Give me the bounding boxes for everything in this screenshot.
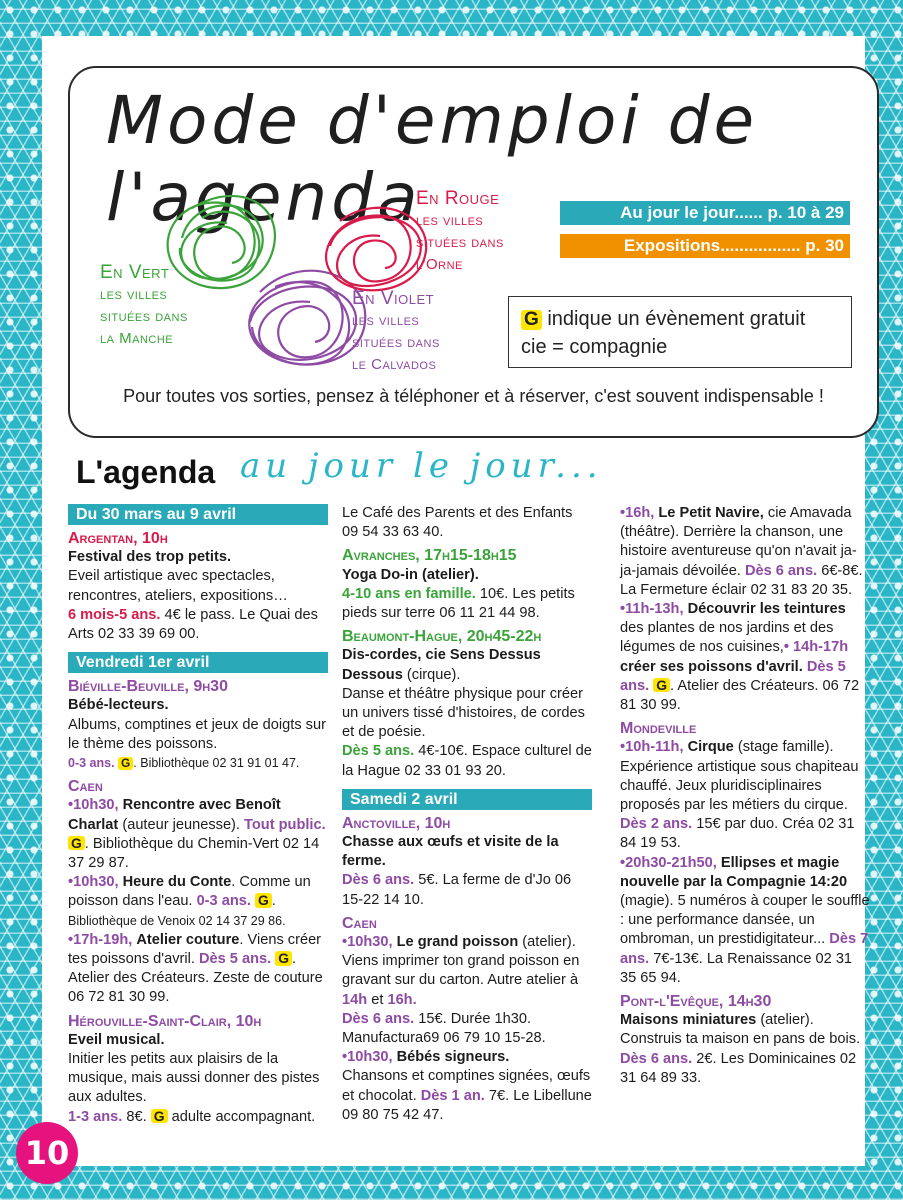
event-age: Dès 6 ans. — [342, 872, 415, 889]
gratuit-text: indique un évènement gratuit — [547, 308, 806, 330]
event-heading — [342, 646, 592, 684]
legend-violet-line1: En Violet — [352, 288, 435, 309]
event-info — [342, 1067, 592, 1125]
event-title: créer ses poissons d'avril. — [620, 658, 803, 675]
agenda-column-1 — [68, 504, 328, 1127]
event-title: Découvrir les teintures — [687, 601, 846, 618]
event-ellipses — [620, 854, 870, 988]
city-anctoville: Anctoville, 10h — [342, 814, 451, 832]
event-tail: 4€ le pass. Le Quai des Arts 02 33 39 69 00. — [68, 606, 318, 643]
event-time: 16h. — [387, 991, 417, 1008]
event-time: •20h30-21h50, — [620, 854, 717, 871]
date-bar: Vendredi 1er avril — [68, 652, 328, 673]
event-tail: 10€. Les petits pieds sur terre 06 11 21 44 98. — [342, 585, 575, 622]
city-pont-l-eveque: Pont-l'Evêque, 14h30 — [620, 993, 772, 1011]
event-title: Le grand poisson — [396, 934, 519, 951]
event-tail: 5€. La ferme de d'Jo 06 15-22 14 10. — [342, 872, 572, 908]
city-beaumont-hague: Beaumont-Hague, 20h45-22h — [342, 628, 542, 646]
event-caen-1 — [68, 796, 328, 873]
gratuit-badge: G — [653, 678, 670, 693]
event-time: •17h-19h, — [68, 931, 133, 948]
legend-red-line3: situées dans — [416, 234, 504, 251]
event-age: Dès 6 ans. — [342, 1010, 415, 1027]
legend-green-line4: la Manche — [100, 330, 174, 347]
event-time: •10h30, — [342, 934, 393, 951]
event-desc: (atelier). Viens imprimer ton grand poisson en gravant sur du carton. Autre atelier à — [342, 934, 580, 989]
event-title: Yoga Do-in (atelier). — [342, 566, 479, 583]
city-argentan: Argentan, 10h — [68, 530, 168, 547]
event-desc: et — [371, 991, 384, 1008]
event-cirque — [620, 738, 870, 853]
city-herouville: Hérouville-Saint-Clair, 10h — [68, 1012, 262, 1030]
gratuit-badge: G — [275, 951, 292, 966]
event-info — [620, 1050, 870, 1088]
event-title: Cirque — [687, 739, 734, 756]
event-tail: 6€-8€. La Fermeture éclair 02 31 83 20 35. — [620, 562, 863, 598]
event-time: •10h30, — [68, 874, 119, 891]
event-tail: . Atelier des Créateurs. Zeste de couture 06 72 81 30 99. — [68, 951, 323, 1006]
event-title: Rencontre avec Benoît Charlat — [68, 797, 281, 833]
event-title: Heure du Conte — [122, 874, 232, 891]
event-age: Dès 5 ans. — [342, 743, 415, 760]
event-title: Chasse aux œufs et visite de la ferme. — [342, 834, 559, 870]
event-info — [68, 606, 328, 644]
event-desc: Eveil artistique avec spectacles, rencontres, ateliers, expositions… — [68, 568, 288, 604]
event-desc: des plantes de nos jardins et des légumes de nos cuisines, — [620, 620, 834, 656]
event-info — [342, 871, 592, 909]
event-info — [68, 1108, 328, 1127]
event-heading — [620, 1011, 870, 1030]
pill-expositions: Expositions................. p. 30 — [560, 234, 850, 258]
event-tail: 8€. — [126, 1108, 147, 1125]
event-tail: 7€. Le Libellune 09 80 75 42 47. — [342, 1087, 592, 1123]
event-age: Dès 1 an. — [420, 1087, 485, 1104]
event-age: 0-3 ans. — [68, 756, 115, 771]
event-desc: (auteur jeunesse). — [122, 816, 240, 833]
date-bar: Samedi 2 avril — [342, 789, 592, 810]
agenda-column-2 — [342, 504, 592, 1125]
instructions-box — [68, 66, 879, 438]
legend-red — [416, 188, 504, 276]
legend-green-line3: situées dans — [100, 308, 188, 325]
agenda-heading: L'agenda — [76, 454, 216, 490]
city-mondeville: Mondeville — [620, 720, 697, 738]
page — [42, 36, 870, 1166]
event-time: •11h-13h, — [620, 601, 684, 618]
event-age: Dès 5 ans. — [198, 951, 272, 968]
pill-au-jour-le-jour: Au jour le jour...... p. 10 à 29 — [560, 201, 850, 225]
event-info — [68, 754, 328, 773]
event-title: Maisons miniatures — [620, 1012, 757, 1029]
date-bar: Du 30 mars au 9 avril — [68, 504, 328, 525]
event-age: Dès 2 ans. — [620, 816, 693, 833]
gratuit-badge: G — [521, 310, 542, 330]
legend-red-line2: les villes — [416, 212, 484, 229]
event-age: 1-3 ans. — [68, 1108, 123, 1125]
cie-text: cie = compagnie — [521, 336, 668, 358]
event-tail: Bibliothèque de Venoix 02 14 37 29 86. — [68, 913, 286, 928]
event-time: • 14h-17h — [783, 639, 849, 656]
legend-violet-line4: le Calvados — [352, 356, 437, 373]
event-desc: Albums, comptines et jeux de doigts sur le thème des poissons. — [68, 716, 326, 752]
legend-green-line2: les villes — [100, 286, 168, 303]
event-age: Tout public. — [244, 816, 326, 833]
event-tail: 2€. Les Dominicaines 02 31 64 89 33. — [620, 1050, 857, 1086]
event-desc: cie Amavada (théâtre). Derrière la chanson, une histoire aventureuse qu'on n'avait ja-ja-jamais dévoilée. — [620, 505, 857, 579]
event-time: •10h30, — [342, 1049, 393, 1066]
reservation-note: Pour toutes vos sorties, pensez à téléphoner et à réserver, c'est souvent indispensable ! — [123, 386, 824, 406]
gratuit-badge: G — [151, 1109, 168, 1124]
legend-violet — [352, 288, 440, 376]
event-desc: Chansons et comptines signées, œufs et chocolat. — [342, 1068, 591, 1104]
event-age: Dès 7 ans. — [620, 931, 869, 967]
city-avranches: Avranches, 17h15-18h15 — [342, 547, 517, 565]
event-title: Bébé-lecteurs. — [68, 697, 169, 714]
event-age: Dès 6 ans. — [744, 562, 818, 579]
legend-green — [100, 262, 188, 350]
event-tail: adulte accompagnant. — [171, 1108, 316, 1125]
event-desc: Construis ta maison en pans de bois. — [620, 1031, 861, 1048]
event-continued: Le Café des Parents et des Enfants 09 54 33 63 40. — [342, 505, 573, 541]
event-title: Ellipses et magie nouvelle par la Compagnie 14:20 — [620, 854, 848, 890]
event-teintures — [620, 600, 870, 715]
event-caen-3 — [68, 931, 328, 1008]
legend-green-line1: En Vert — [100, 262, 170, 283]
event-kind: (cirque). — [406, 666, 461, 683]
event-tail: . Bibliothèque 02 31 91 01 47. — [133, 756, 300, 771]
event-age: Dès 6 ans. — [620, 1050, 693, 1067]
event-age: 6 mois-5 ans. — [68, 606, 161, 623]
event-tail: . Atelier des Créateurs. 06 72 81 30 99. — [620, 677, 860, 714]
agenda-column-3 — [620, 504, 870, 1088]
event-time: 14h — [342, 991, 368, 1008]
event-desc: Initier les petits aux plaisirs de la musique, mais aussi donner des pistes aux adultes. — [68, 1051, 320, 1106]
event-caen-2: •10h30, Heure du Conte. Comme un poisson dans l'eau. 0-3 ans. G . Bibliothèque de Venoix 02 14 37 29 86. — [68, 874, 311, 928]
city-caen: Caen — [68, 778, 103, 796]
event-desc: (stage famille). Expérience artistique sous chapiteau chauffé. Jeux pluridisciplinaires proposés par les métiers du cirque. — [620, 739, 859, 814]
city-bieville: Biéville-Beuville, 9h30 — [68, 678, 228, 696]
event-navire — [620, 504, 870, 600]
agenda-script-title: au jour le jour... — [240, 446, 603, 486]
event-title: Dis-cordes, cie Sens Dessus Dessous — [342, 647, 541, 683]
event-age: 4-10 ans en famille. — [342, 585, 476, 602]
event-title: Eveil musical. — [68, 1031, 165, 1048]
event-desc: . Viens créer tes poissons d'avril. — [68, 931, 322, 968]
event-time: •10h-11h, — [620, 739, 684, 756]
event-tail: . Bibliothèque du Chemin-Vert 02 14 37 29 87. — [68, 835, 320, 872]
gratuit-badge: G — [255, 893, 272, 908]
event-tail: 15€ par duo. Créa 02 31 84 19 53. — [620, 816, 855, 852]
event-title: Atelier couture — [136, 931, 240, 948]
gratuit-badge: G — [118, 757, 133, 769]
city-caen: Caen — [342, 914, 377, 932]
event-time: •10h30, — [68, 797, 119, 814]
event-tail: 7€-13€. La Renaissance 02 31 35 65 94. — [620, 950, 853, 986]
event-desc: (magie). 5 numéros à couper le souffle : une performance dansée, un ombroman, un prestidigitateur... — [620, 893, 870, 948]
legend-violet-line2: les villes — [352, 312, 420, 329]
event-kind: (atelier). — [760, 1012, 814, 1029]
page-number: 10 — [16, 1122, 78, 1184]
event-tail: 15€. Durée 1h30. Manufactura69 06 79 10 15-28. — [342, 1010, 546, 1047]
event-info — [342, 585, 592, 623]
legend-red-line1: En Rouge — [416, 188, 500, 209]
event-desc: . Comme un poisson dans l'eau. — [68, 874, 311, 910]
event-title: Festival des trop petits. — [68, 549, 232, 566]
event-desc: Danse et théâtre physique pour créer un univers tissé d'histoires, de cordes et de poésie. — [342, 685, 585, 741]
legend-red-line4: l'Orne — [416, 256, 463, 273]
event-age: Dès 5 ans. — [620, 658, 846, 694]
legend-violet-line3: situées dans — [352, 334, 440, 351]
event-time: •16h, — [620, 505, 655, 521]
event-title: Le Petit Navire, — [658, 505, 764, 521]
event-age: 0-3 ans. — [196, 893, 251, 910]
legend-gratuit-box — [508, 296, 852, 368]
gratuit-badge: G — [68, 836, 85, 851]
event-title: Bébés signeurs. — [396, 1049, 510, 1066]
event-caen-1 — [342, 933, 592, 1010]
instructions-title: Mode d'emploi de l'agenda — [106, 82, 759, 236]
event-caen-2 — [342, 1048, 592, 1067]
event-tail: 4€-10€. Espace culturel de la Hague 02 33 01 93 20. — [342, 743, 592, 779]
event-info — [342, 1010, 592, 1048]
event-info — [342, 742, 592, 780]
